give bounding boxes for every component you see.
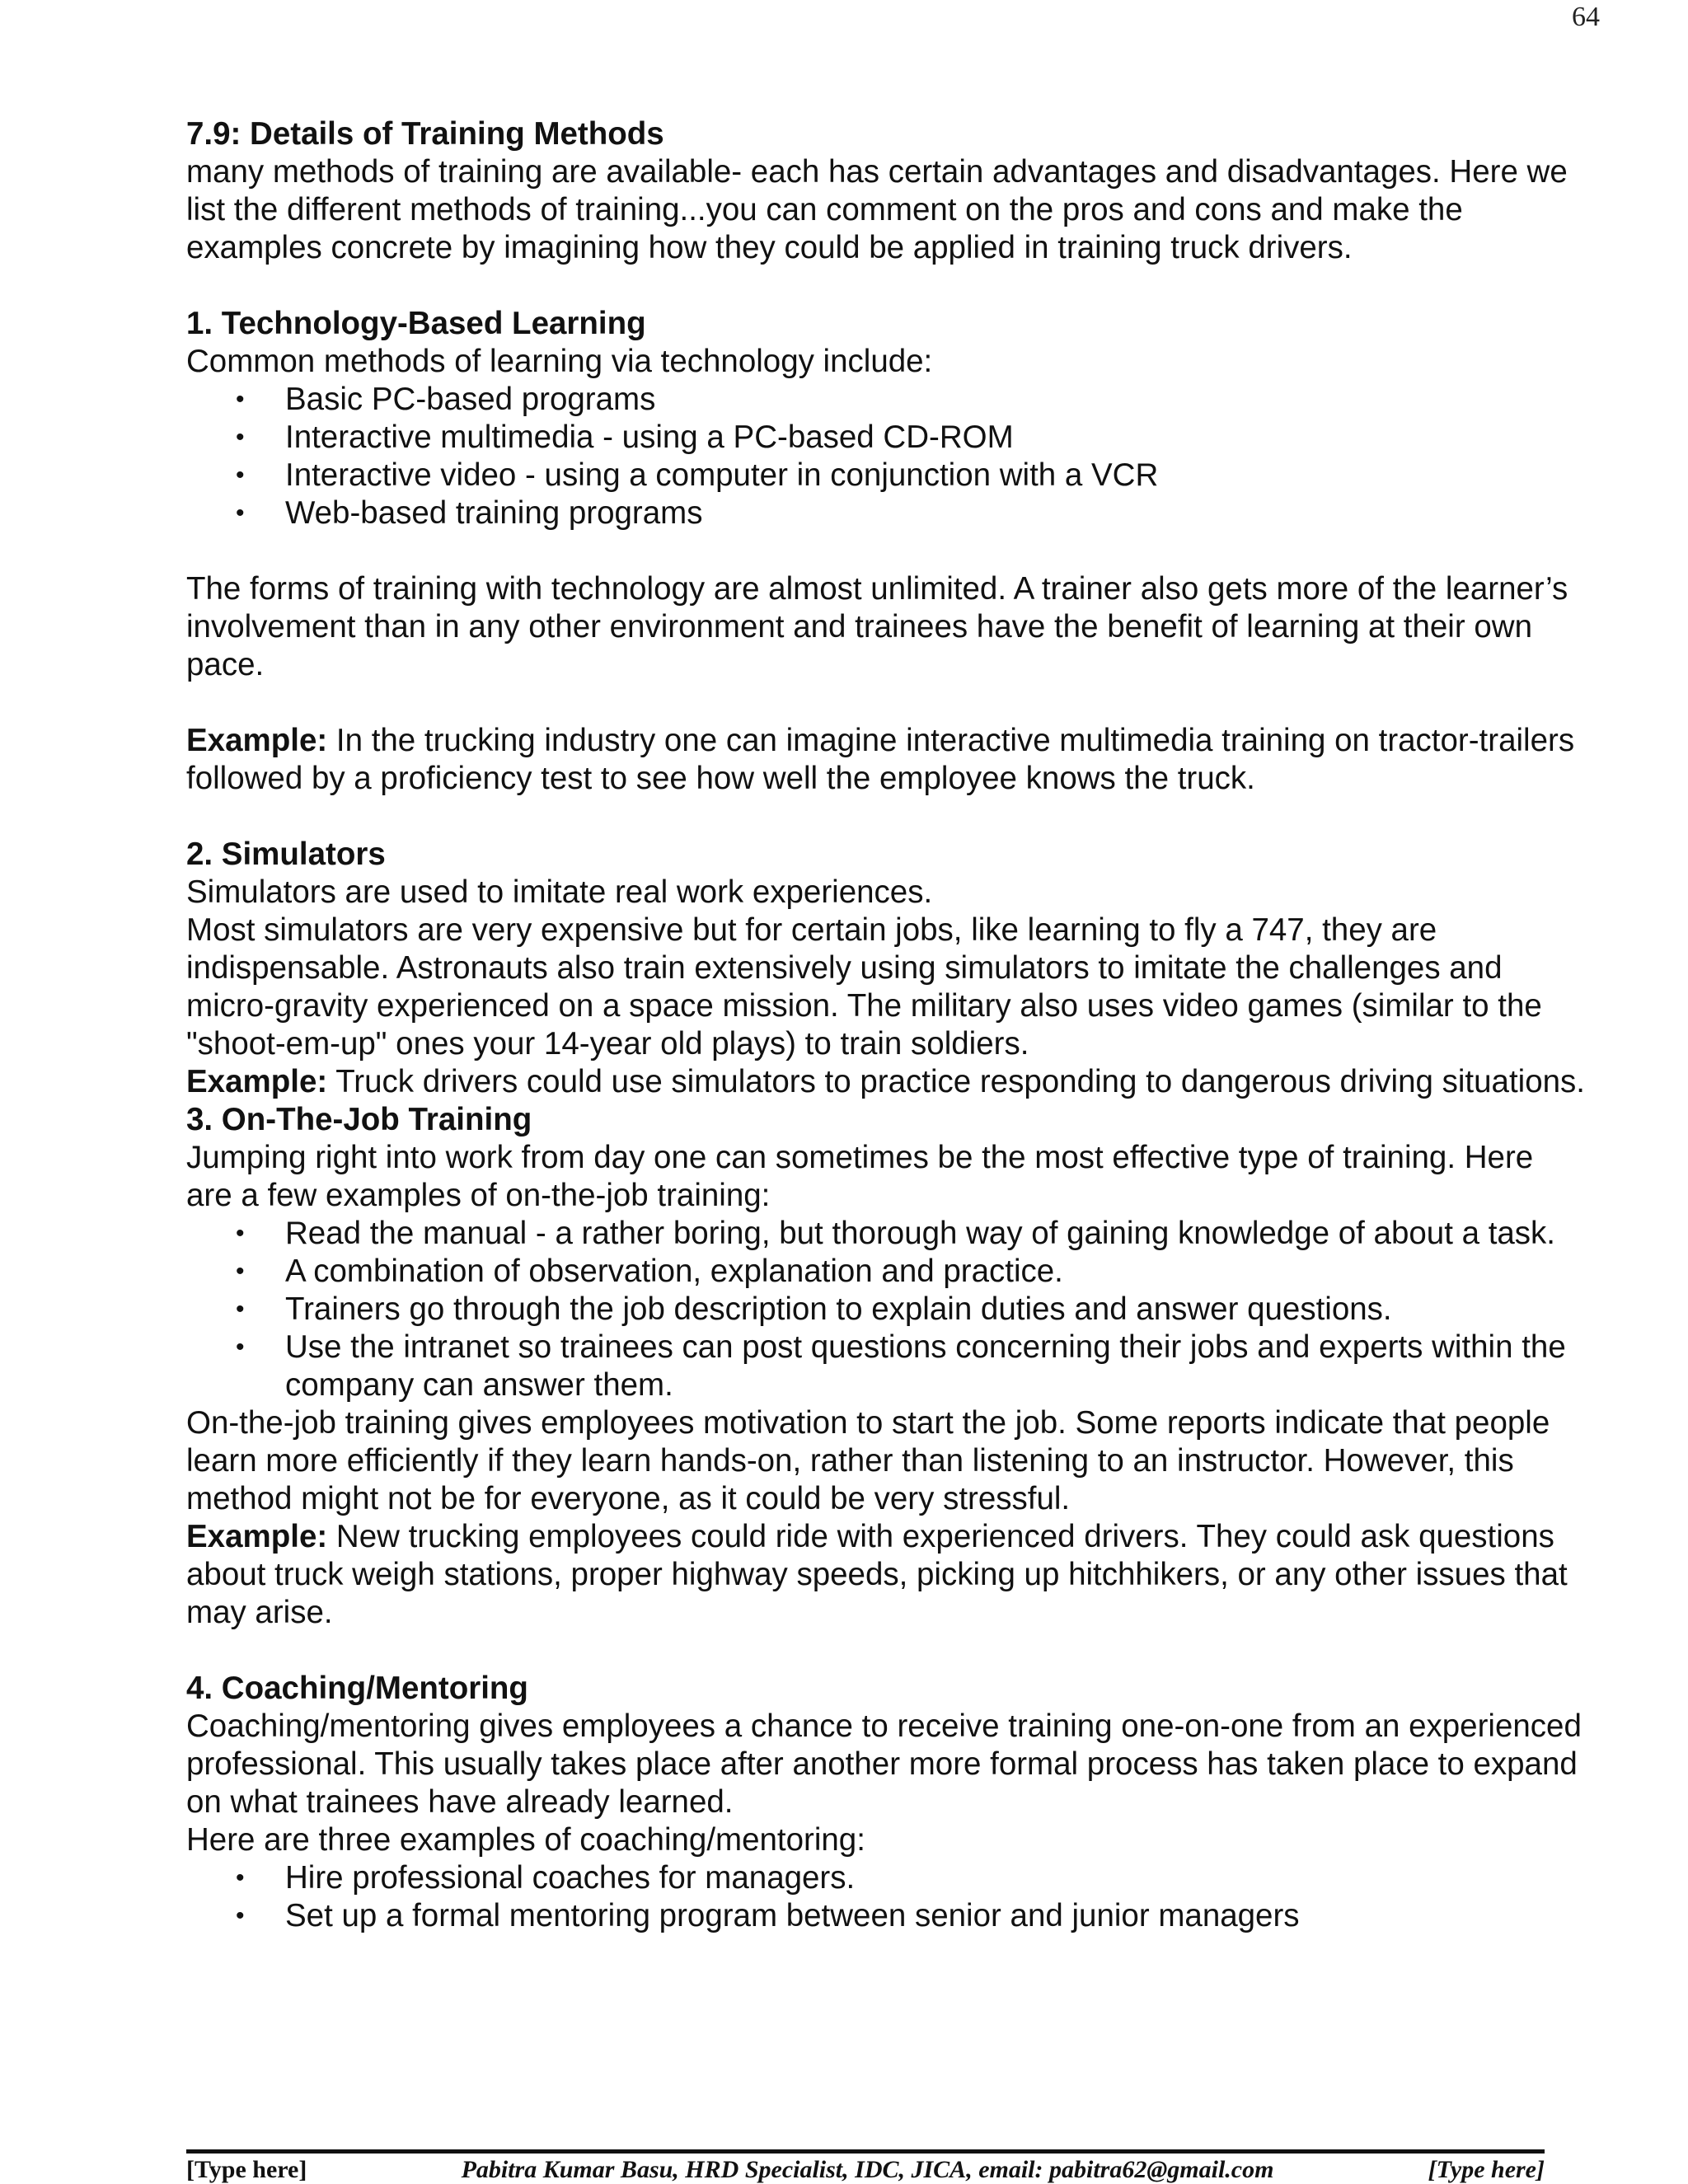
example-label: Example: xyxy=(186,1519,328,1554)
s3-lead: Jumping right into work from day one can sometimes be the most effective type of training. Here are a few examples of on-the-job training: xyxy=(186,1140,1534,1213)
list-item: • A combination of observation, explanation and practice. xyxy=(236,1254,1063,1289)
s4-list xyxy=(186,1859,1587,1935)
bullet-icon: • xyxy=(236,1258,245,1285)
s4-body: Coaching/mentoring gives employees a chance to receive training one-on-one from an experienced professional. This usually takes place after another more formal process has taken place to expand on what trainees have already learned. xyxy=(186,1708,1582,1820)
heading-technology-based-learning: 1. Technology-Based Learning xyxy=(186,306,646,341)
example-label: Example: xyxy=(186,723,328,758)
list-item: • Read the manual - a rather boring, but thorough way of gaining knowledge of about a task. xyxy=(236,1216,1555,1251)
list-item: • Trainers go through the job description to explain duties and answer questions. xyxy=(236,1291,1392,1327)
bullet-icon: • xyxy=(236,424,245,451)
footer-left: [Type here] xyxy=(186,2156,307,2183)
list-item: • Basic PC-based programs xyxy=(236,382,656,417)
footer-right: [Type here] xyxy=(1428,2156,1545,2183)
bullet-icon: • xyxy=(236,499,245,527)
list-item: • Set up a formal mentoring program between senior and junior managers xyxy=(236,1898,1300,1933)
heading-simulators: 2. Simulators xyxy=(186,837,386,872)
s3-example xyxy=(186,1518,1587,1632)
s1-list xyxy=(186,381,1587,532)
list-item: • Interactive multimedia - using a PC-based CD-ROM xyxy=(236,419,1014,455)
heading-on-the-job-training: 3. On-The-Job Training xyxy=(186,1102,532,1137)
bullet-icon: • xyxy=(236,1902,245,1929)
document-body xyxy=(186,115,1587,1935)
example-text: Truck drivers could use simulators to practice responding to dangerous driving situations. xyxy=(327,1064,1585,1099)
list-item: • Hire professional coaches for managers. xyxy=(236,1860,856,1896)
s1-lead: Common methods of learning via technology include: xyxy=(186,344,933,379)
s3-body: On-the-job training gives employees motivation to start the job. Some reports indicate that people learn more efficiently if they learn hands-on, rather than listening to an instructor. However, this method might not be for everyone, as it could be very stressful. xyxy=(186,1405,1550,1516)
heading-coaching-mentoring: 4. Coaching/Mentoring xyxy=(186,1671,528,1706)
page-footer xyxy=(186,2156,1545,2184)
s1-body: The forms of training with technology are almost unlimited. A trainer also gets more of the learner’s involvement than in any other environment and trainees have the benefit of learning at their own pace. xyxy=(186,571,1568,682)
bullet-icon: • xyxy=(236,462,245,489)
bullet-icon: • xyxy=(236,1333,245,1361)
s1-example xyxy=(186,722,1587,798)
list-item: • Interactive video - using a computer in conjunction with a VCR xyxy=(236,457,1159,493)
list-item: • Use the intranet so trainees can post questions concerning their jobs and experts within the company can answer them. xyxy=(236,1329,1566,1403)
example-label: Example: xyxy=(186,1064,328,1099)
s2-example xyxy=(186,1063,1587,1101)
footer-center: Pabitra Kumar Basu, HRD Specialist, IDC, JICA, email: pabitra62@gmail.com xyxy=(461,2156,1274,2183)
bullet-icon: • xyxy=(236,1220,245,1247)
example-text: New trucking employees could ride with experienced drivers. They could ask questions about truck weigh stations, proper highway speeds, picking up hitchhikers, or any other issues that may arise. xyxy=(186,1519,1568,1630)
footer-divider xyxy=(186,2149,1545,2154)
list-item: • Web-based training programs xyxy=(236,495,703,531)
section-title: 7.9: Details of Training Methods xyxy=(186,116,664,152)
s2-lead: Simulators are used to imitate real work experiences. xyxy=(186,874,933,910)
example-text: In the trucking industry one can imagine interactive multimedia training on tractor-trailers followed by a proficiency test to see how well the employee knows the truck. xyxy=(186,723,1575,796)
s4-lead: Here are three examples of coaching/mentoring: xyxy=(186,1822,865,1858)
s3-list xyxy=(186,1215,1587,1404)
page-number: 64 xyxy=(1572,2,1600,32)
s2-body: Most simulators are very expensive but for certain jobs, like learning to fly a 747, they are indispensable. Astronauts also train extensively using simulators to imitate the challenges and micro-gravity experienced on a space mission. The military also uses video games (similar to the "shoot-em-up" ones your 14-year old plays) to train soldiers. xyxy=(186,912,1542,1062)
bullet-icon: • xyxy=(236,386,245,413)
intro-paragraph: many methods of training are available- each has certain advantages and disadvantages. Here we list the different methods of training...you can comment on the pros and cons and make the examples concrete by imagining how they could be applied in training truck drivers. xyxy=(186,154,1568,265)
bullet-icon: • xyxy=(236,1296,245,1323)
bullet-icon: • xyxy=(236,1864,245,1891)
